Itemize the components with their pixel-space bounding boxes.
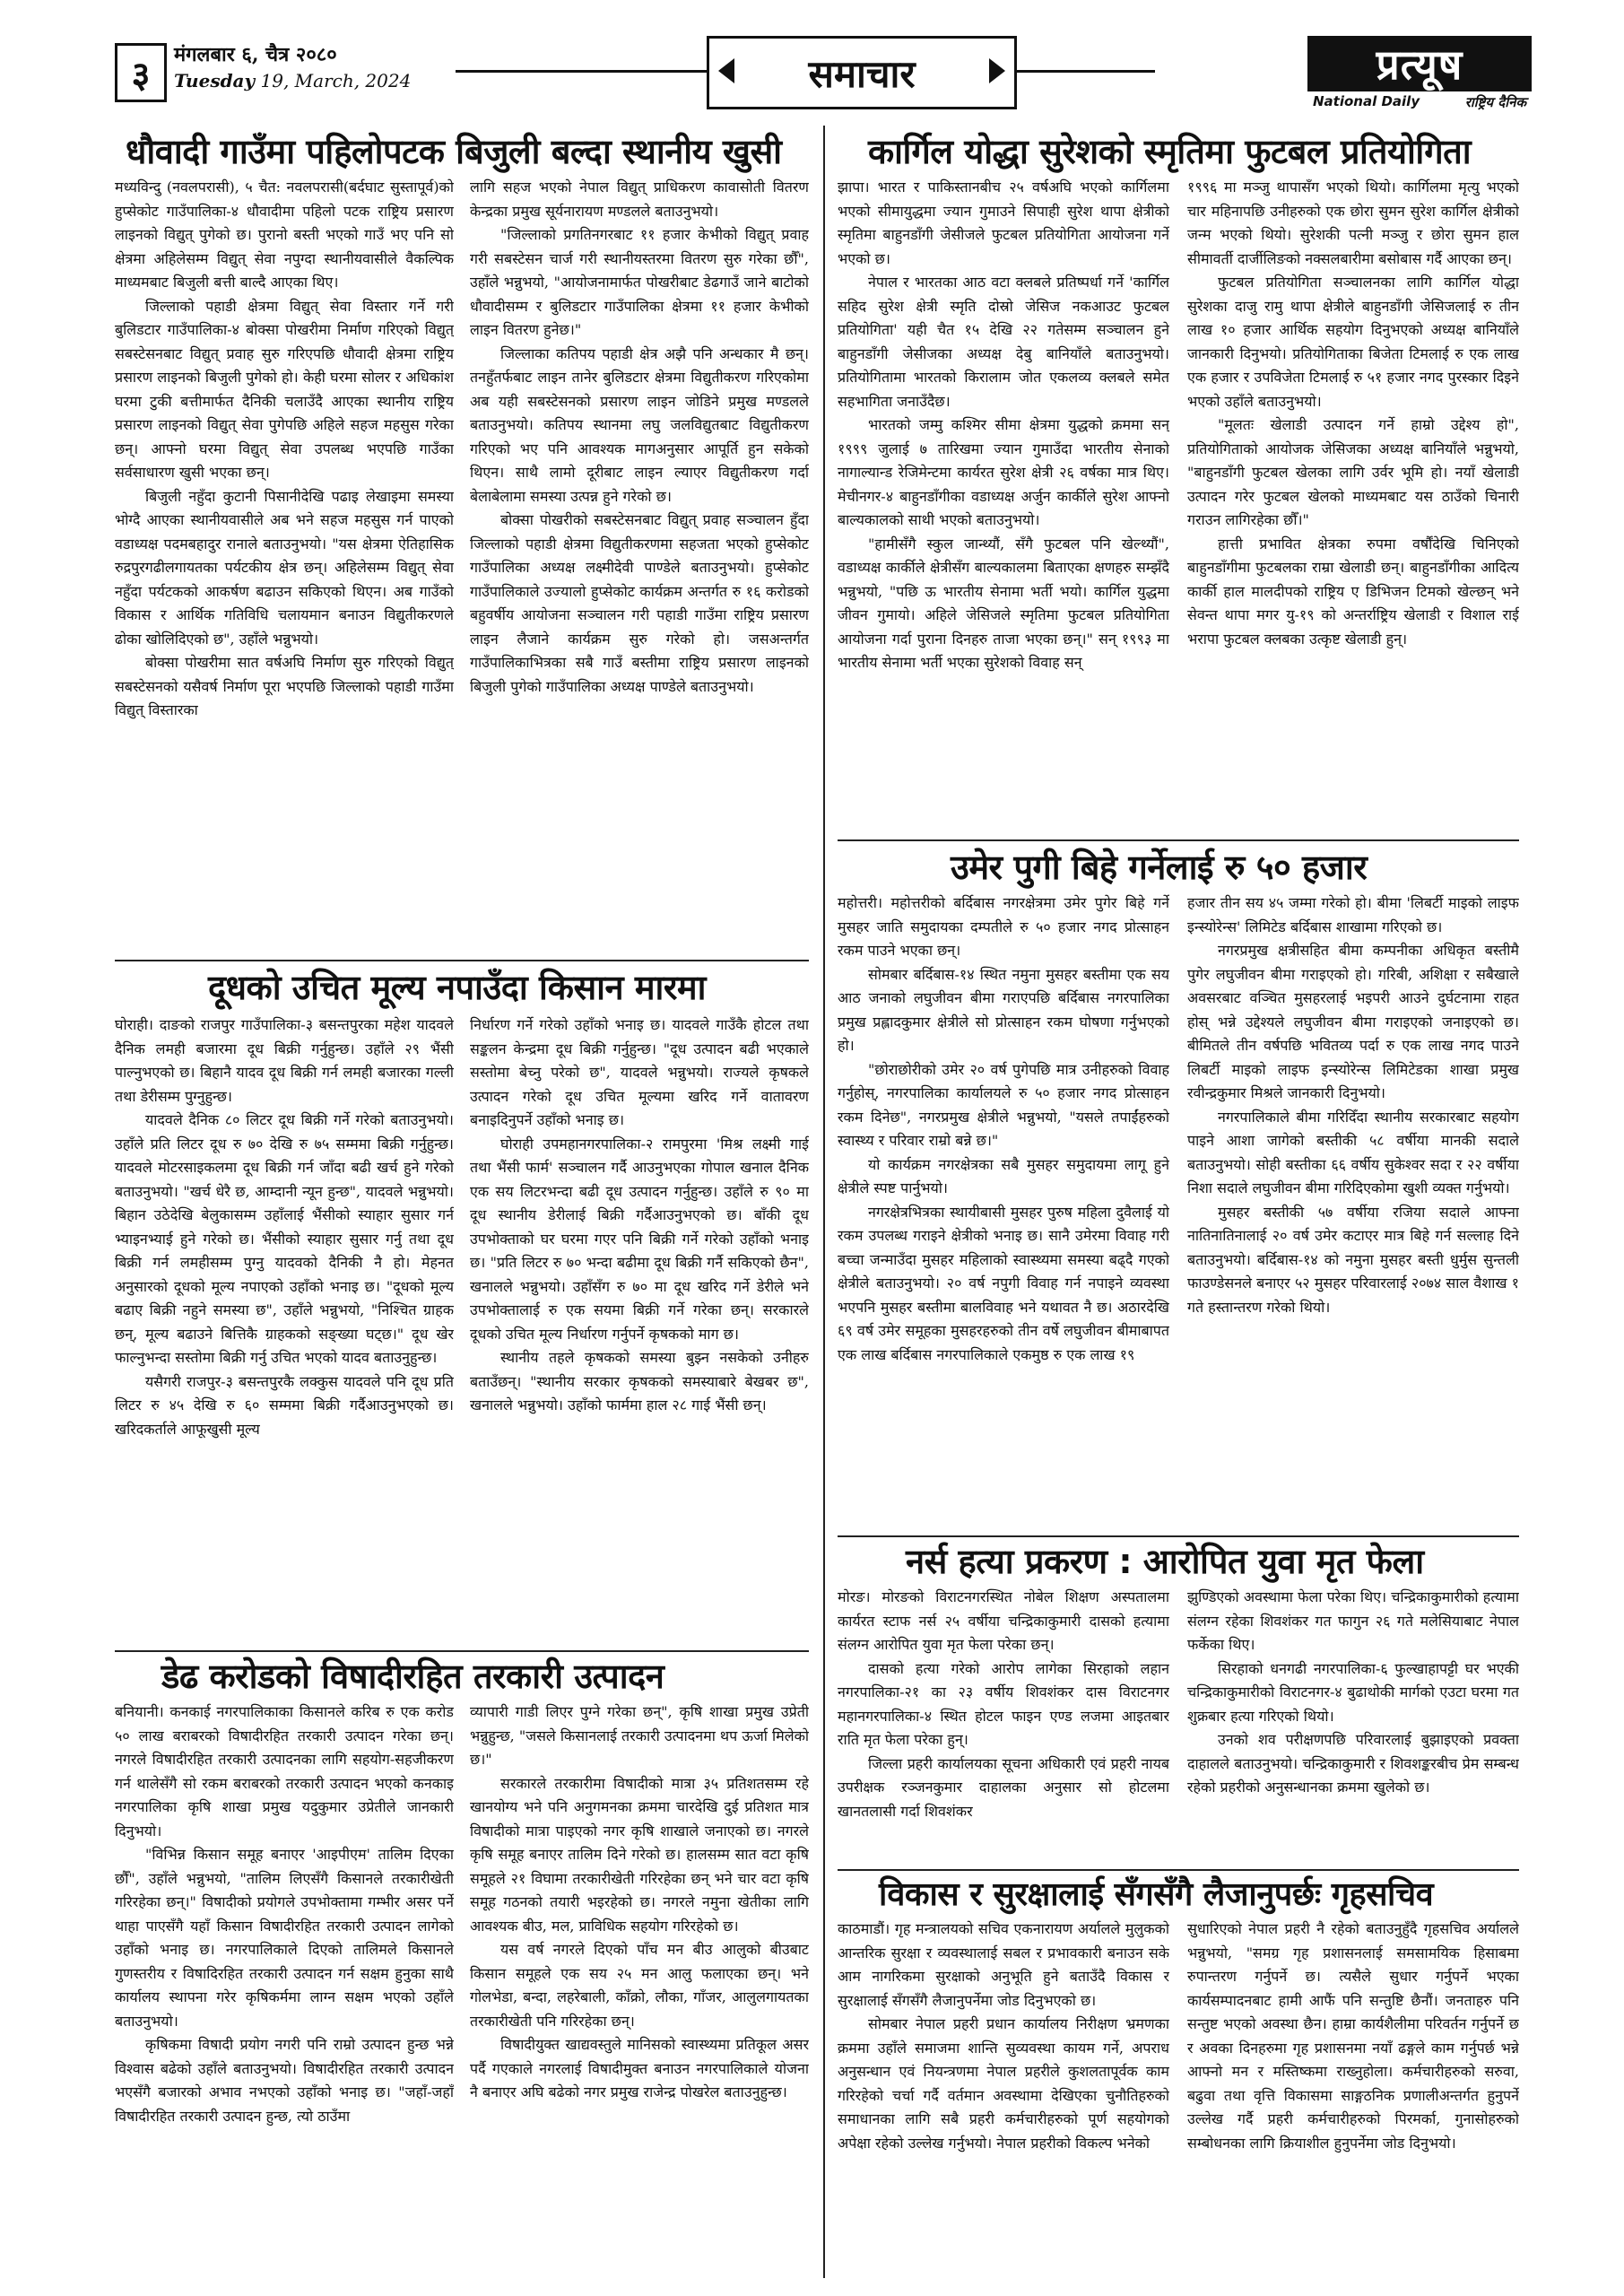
- home-secretary-col-1: [838, 1918, 1169, 2276]
- logo-tag-nepali: राष्ट्रिय दैनिक: [1464, 94, 1526, 110]
- paragraph: बनियानी। कनकाई नगरपालिकाका किसानले करिब रु एक करोड ५० लाख बराबरको विषादीरहित तरकारी उत्पादन गरेका छन्। नगरले विषादीरहित तरकारी उत्पादनका लागि सहयोग-सहजीकरण गर्न थालेसँगै सो रकम बराबरको तरकारी उत्पादन भएको कनकाइ नगरपालिका कृषि शाखा प्रमुख यदुकुमार उप्रेतीले जानकारी दिनुभयो।: [115, 1703, 454, 1839]
- paragraph: काठमाडौं। गृह मन्त्रालयको सचिव एकनारायण अर्यालले मुलुकको आन्तरिक सुरक्षा र व्यवस्थालाई सबल र प्रभावकारी बनाउन सके आम नागरिकमा सुरक्षाको अनुभूति हुने बताउँदै विकास र सुरक्षालाई सँगसँगै लैजानुपर्नेमा जोड दिनुभएको छ।: [838, 1920, 1169, 2009]
- paragraph: हात्ती प्रभावित क्षेत्रका रुपमा वर्षौंदेखि चिनिएको बाहुनडाँगीमा फुटबलका राम्रा खेलाडी छन्। बाहुनडाँगीका आदित्य कार्की हाल मालदीपको राष्ट्रिय ए डिभिजन टिमको खेल्छन् भने सेवन्त थापा मगर यु-१९ को अन्तर्राष्ट्रिय खेलाडी र विशाल राई भरापा फुटबल क्लबका उत्कृष्ट खेलाडी हुन्।: [1187, 535, 1519, 648]
- paragraph: "मूलतः खेलाडी उत्पादन गर्ने हाम्रो उद्देश्य हो", प्रतियोगिताको आयोजक जेसिजका अध्यक्ष बानियाँले भन्नुभयो, "बाहुनडाँगी फुटबल खेलका लागि उर्वर भूमि हो। नयाँ खेलाडी उत्पादन गरेर फुटबल खेलको माध्यमबाट यस ठाउँको चिनारी गराउन लागिरहेका छौँ।": [1187, 416, 1519, 528]
- vegetables-col-2: [470, 1700, 809, 2274]
- paragraph: यसैगरी राजपुर-३ बसन्तपुरकै लक्कुस यादवले पनि दूध प्रति लिटर रु ४५ देखि रु ६० सम्ममा बिक्री गर्दैआउनुभएको छ। खरिदकर्ताले आफूखुसी मूल्य: [115, 1372, 454, 1438]
- football-col-1: [838, 176, 1169, 838]
- date-english: [174, 68, 411, 93]
- paragraph: सोमबार नेपाल प्रहरी प्रधान कार्यालय निरीक्षण भ्रमणका क्रममा उहाँले समाजमा शान्ति सुव्यवस्था कायम गर्ने, अपराध अनुसन्धान एवं नियन्त्रणमा नेपाल प्रहरीले कुशलतापूर्वक काम गरिरहेको चर्चा गर्दै वर्तमान अवस्थामा देखिएका चुनौतिहरुको समाधानका लागि सबै प्रहरी कर्मचारीहरुको पूर्ण सहयोगको अपेक्षा रहेको उल्लेख गर्नुभयो। नेपाल प्रहरीको विकल्प भनेको: [838, 2015, 1169, 2152]
- paragraph: फुटबल प्रतियोगिता सञ्चालनका लागि कार्गिल योद्धा सुरेशका दाजु रामु थापा क्षेत्रीले बाहुनडाँगी जेसिजलाई रु तीन लाख १० हजार आर्थिक सहयोग दिनुभएको अध्यक्ष बानियाँले जानकारी दिनुभयो। प्रतियोगिताका बिजेता टिमलाई रु एक लाख एक हजार र उपविजेता टिमलाई रु ५१ हजार नगद पुरस्कार दिइने भएको उहाँले बताउनुभयो।: [1187, 274, 1519, 410]
- paragraph: नगरक्षेत्रभित्रका स्थायीबासी मुसहर पुरुष महिला दुवैलाई यो रकम उपलब्ध गराइने क्षेत्रीको भनाइ छ। सानै उमेरमा विवाह गरी बच्चा जन्माउँदा मुसहर महिलाको स्वास्थ्यमा समस्या बढ्दै गएको क्षेत्रीले बताउनुभयो। २० वर्ष नपुगी विवाह गर्न नपाइने व्यवस्था भएपनि मुसहर बस्तीमा बालविवाह भने यथावत नै छ। अठारदेखि ६९ वर्ष उमेर समूहका मुसहरहरुको तीन वर्षे लघुजीवन बीमाबापत एक लाख बर्दिबास नगरपालिकाले एकमुष्ठ रु एक लाख १९: [838, 1203, 1169, 1363]
- article-home-secretary: [838, 1918, 1519, 2276]
- paragraph: दासको हत्या गरेको आरोप लागेका सिरहाको लहान नगरपालिका-२१ का २३ वर्षीय शिवशंकर दास विराटनगर महानगरपालिका-४ स्थित होटल फाइन एण्ड लजमा आइतबार राति मृत फेला परेका हुन्।: [838, 1659, 1169, 1748]
- logo-tagline: [1307, 91, 1532, 111]
- left-arrow-icon: [718, 58, 734, 83]
- masthead: [115, 36, 1532, 113]
- paragraph: बिजुली नहुँदा कुटानी पिसानीदेखि पढाइ लेखाइमा समस्या भोग्दै आएका स्थानीयवासीले अब भने सहज महसुस गर्न पाएको वडाध्यक्ष पदमबहादुर रानाले बताउनुभयो। "यस क्षेत्रमा ऐतिहासिक रुद्रपुरगढीलगायतका पर्यटकीय क्षेत्र छन्। अहिलेसम्म विद्युत् सेवा नहुँदा पर्यटकको आकर्षण बढाउन सकिएको थिएन। अब गाउँको विकास र आर्थिक गतिविधि चलायमान बनाउन विद्युतीकरणले ढोका खोलिदिएको छ", उहाँले भन्नुभयो।: [115, 487, 454, 648]
- article-vegetables: [115, 1700, 809, 2274]
- right-arrow-icon: [989, 58, 1005, 83]
- date-english-rest: 19, March, 2024: [260, 70, 412, 91]
- paragraph: यस वर्ष नगरले दिएको पाँच मन बीउ आलुको बीउबाट किसान समूहले एक सय २५ मन आलु फलाएका छन्। भने गोलभेडा, बन्दा, लहरेबाली, काँक्रो, लौका, गाँजर, आलुलगायतका तरकारीखेती पनि गरिरहेका छन्।: [470, 1941, 809, 2030]
- article-divider: [838, 839, 1519, 841]
- article-divider: [115, 960, 809, 961]
- article-electricity: [115, 176, 809, 958]
- page-number: ३: [115, 43, 167, 102]
- marriage-col-2: [1187, 891, 1519, 1532]
- paragraph: बोक्सा पोखरीको सबस्टेसनबाट विद्युत् प्रवाह सञ्चालन हुँदा जिल्लाको पहाडी क्षेत्रमा विद्युतीकरणमा सहजता भएको हुप्सेकोट गाउँपालिका अध्यक्ष लक्ष्मीदेवी पाण्डेले बताउनुभयो। हुप्सेकोट गाउँपालिकाले उज्यालो हुप्सेकोट कार्यक्रम अन्तर्गत रु १६ करोडको बहुवर्षीय आयोजना सञ्चालन गरी पहाडी गाउँमा राष्ट्रिय प्रसारण लाइन लैजाने कार्यक्रम सुरु गरेको हो। जसअन्तर्गत गाउँपालिकाभित्रका सबै गाउँ बस्तीमा राष्ट्रिय प्रसारण लाइनको बिजुली पुगेको गाउँपालिका अध्यक्ष पाण्डेले बताउनुभयो।: [470, 511, 809, 695]
- paragraph: हजार तीन सय ४५ जम्मा गरेको हो। बीमा 'लिबर्टी माइको लाइफ इन्स्योरेन्स' लिमिटेड बर्दिबास शाखामा गरिएको छ।: [1187, 894, 1519, 935]
- headline-milk: दूधको उचित मूल्य नपाउँदा किसान मारमा: [208, 968, 706, 1007]
- paragraph: कृषिकमा विषादी प्रयोग नगरी पनि राम्रो उत्पादन हुन्छ भन्ने विश्वास बढेको उहाँले बताउनुभयो। विषादीरहित तरकारी उत्पादन भएसँगै बजारको अभाव नभएको उहाँको भनाइ छ। "जहाँ-जहाँ विषादीरहित तरकारी उत्पादन हुन्छ, त्यो ठाउँमा: [115, 2036, 454, 2125]
- home-secretary-col-2: [1187, 1918, 1519, 2276]
- paragraph: सरकारले तरकारीमा विषादीको मात्रा ३५ प्रतिशतसम्म रहे खानयोग्य भने पनि अनुगमनका क्रममा चारदेखि दुई प्रतिशत मात्र विषादीको मात्रा पाइएको नगर कृषि शाखाले जनाएको छ। नगरले कृषि समूह बनाएर तालिम दिने गरेको छ। हालसम्म सात वटा कृषि समूहले २१ विघामा तरकारीखेती गरिरहेका छन् भने चार वटा कृषि समूह गठनको तयारी भइरहेको छ। नगरले नमुना खेतीका लागि आवश्यक बीउ, मल, प्राविधिक सहयोग गरिरहेको छ।: [470, 1774, 809, 1935]
- paragraph: "जिल्लाको प्रगतिनगरबाट ११ हजार केभीको विद्युत् प्रवाह गरी सबस्टेसन चार्ज गरी स्थानीयस्तरमा वितरण सुरु गरेका छौँ", उहाँले भन्नुभयो, "आयोजनामार्फत पोखरीबाट डेढगाउँ जाने बाटोको धौवादीसम्म र बुलिडटार गाउँपालिका क्षेत्रमा ११ हजार केभीको लाइन वितरण हुनेछ।": [470, 226, 809, 338]
- marriage-col-1: [838, 891, 1169, 1532]
- issue-date: [174, 41, 411, 93]
- paragraph: यो कार्यक्रम नगरक्षेत्रका सबै मुसहर समुदायमा लागू हुने क्षेत्रीले स्पष्ट पार्नुभयो।: [838, 1155, 1169, 1196]
- milk-col-1: [115, 1013, 454, 1648]
- paragraph: बोक्सा पोखरीमा सात वर्षअघि निर्माण सुरु गरिएको विद्युत् सबस्टेसनको यसैवर्ष निर्माण पूरा भएपछि जिल्लाको पहाडी गाउँमा विद्युत् विस्तारका: [115, 654, 454, 718]
- milk-col-2: [470, 1013, 809, 1648]
- paragraph: "विभिन्न किसान समूह बनाएर 'आइपीएम' तालिम दिएका छौँ", उहाँले भन्नुभयो, "तालिम लिएसँगै किसानले तरकारीखेती गरिरहेका छन्।" विषादीको प्रयोगले उपभोक्तामा गम्भीर असर पर्ने थाहा पाएसँगै यहाँ किसान विषादीरहित तरकारी उत्पादन लागेको उहाँको भनाइ छ। नगरपालिकाले दिएको तालिमले किसानले गुणस्तरीय र विषादिरहित तरकारी उत्पादन गर्न सक्षम हुनुका साथै कार्यालय स्थापना गरेर कृषिकर्ममा लाग्न सक्षम भएको उहाँले बताउनुभयो।: [115, 1846, 454, 2030]
- headline-vegetables: डेढ करोडको विषादीरहित तरकारी उत्पादन: [161, 1657, 664, 1696]
- football-col-2: [1187, 176, 1519, 838]
- vegetables-col-1: [115, 1700, 454, 2274]
- electricity-col-1: [115, 176, 454, 958]
- paragraph: मुसहर बस्तीकी ५७ वर्षीया रजिया सदाले आफ्ना नातिनातिनालाई २० वर्ष उमेर कटाएर मात्र बिहे गर्न सल्लाह दिने बताउनुभयो। बर्दिबास-१४ को नमुना मुसहर बस्ती धुर्मुस सुन्तली फाउण्डेसनले बनाएर ५२ मुसहर परिवारलाई २०७४ साल वैशाख १ गते हस्तान्तरण गरेको थियो।: [1187, 1203, 1519, 1316]
- paragraph: सुधारिएको नेपाल प्रहरी नै रहेको बताउनुहुँदै गृहसचिव अर्यालले भन्नुभयो, "समग्र गृह प्रशासनलाई समसामयिक हिसाबमा रुपान्तरण गर्नुपर्ने छ। त्यसैले सुधार गर्नुपर्ने भएका कार्यसम्पादनबाट हामी आफैं पनि सन्तुष्टि छैनौं। जनताहरु पनि सन्तुष्ट भएको अवस्था छैन। हाम्रा कार्यशैलीमा परिवर्तन गर्नुपर्ने छ र अवका दिनहरुमा गृह प्रशासनमा नयाँ ढङ्गले काम गर्नुपर्छ भन्ने आफ्नो मन र मस्तिष्कमा राख्नुहोला। कर्मचारीहरुको सरुवा, बढुवा तथा वृत्ति विकासमा साङ्गठनिक प्रणालीअन्तर्गत हुनुपर्ने उल्लेख गर्दै प्रहरी कर्मचारीहरुको पिरमर्का, गुनासोहरुको सम्बोधनका लागि क्रियाशील हुनुपर्नेमा जोड दिनुभयो।: [1187, 1920, 1519, 2152]
- paragraph: स्थानीय तहले कृषकको समस्या बुझ्न नसकेको उनीहरु बताउँछन्। "स्थानीय सरकार कृषकको समस्याबारे बेखबर छ", खनालले भन्नुभयो। उहाँको फार्ममा हाल २८ गाई भैंसी छन्।: [470, 1349, 809, 1413]
- paragraph: लागि सहज भएको नेपाल विद्युत् प्राधिकरण कावासोती वितरण केन्द्रका प्रमुख सूर्यनारायण मण्डलले बताउनुभयो।: [470, 178, 809, 220]
- paragraph: यादवले दैनिक ८० लिटर दूध बिक्री गर्ने गरेको बताउनुभयो। उहाँले प्रति लिटर दूध रु ७० देखि रु ७५ सम्ममा बिक्री गर्नुहुन्छ। यादवले मोटरसाइकलमा दूध बिक्री गर्न जाँदा बढी खर्च हुने गरेको बताउनुभयो। "खर्च धेरै छ, आम्दानी न्यून हुन्छ", यादवले भन्नुभयो। बिहान उठेदेखि बेलुकासम्म उहाँलाई भैंसीको स्याहार सुसार गर्न भ्याइनभ्याई हुने गरेको छ। भैंसीको स्याहार सुसार गर्नु तथा दूध बिक्री गर्न लमहीसम्म पुग्नु यादवको दैनिकी नै हो। मेहनत अनुसारको दूधको मूल्य नपाएको उहाँको भनाइ छ। "दूधको मूल्य बढाए बिक्री नहुने समस्या छ", उहाँले भन्नुभयो, "निश्चित ग्राहक छन्, मूल्य बढाउने बित्तिकै ग्राहकको सङ्ख्या घट्छ।" दूध खेर फाल्नुभन्दा सस्तोमा बिक्री गर्नु उचित भएको यादव बताउनुहुन्छ।: [115, 1111, 454, 1366]
- logo-wordmark: प्रत्यूष: [1307, 36, 1532, 91]
- headline-marriage: उमेर पुगी बिहे गर्नेलाई रु ५० हजार: [951, 848, 1368, 887]
- nurse-col-2: [1187, 1586, 1519, 1866]
- article-milk: [115, 1013, 809, 1648]
- paragraph: जिल्लाका कतिपय पहाडी क्षेत्र अझै पनि अन्धकार मै छन्। तनहुँतर्फबाट लाइन तानेर बुलिडटार क्षेत्रमा विद्युतीकरण गरिएकोमा अब यही सबस्टेसनको प्रसारण लाइन जोडिने प्रमुख मण्डलले बताउनुभयो। कतिपय स्थानमा लघु जलविद्युतबाट विद्युतीकरण गरिएको भए पनि आवश्यक मागअनुसार आपूर्ति हुन सकेको थिएन। साथै लामो दूरीबाट लाइन ल्याएर विद्युतीकरण गर्दा बेलाबेलामा समस्या उत्पन्न हुने गरेको छ।: [470, 344, 809, 505]
- date-english-day: Tuesday: [174, 70, 256, 91]
- headline-football: कार्गिल योद्धा सुरेशको स्मृतिमा फुटबल प्रतियोगिता: [868, 132, 1472, 171]
- paragraph: व्यापारी गाडी लिएर पुग्ने गरेका छन्", कृषि शाखा प्रमुख उप्रेती भन्नुहुन्छ, "जसले किसानलाई तरकारी उत्पादनमा थप ऊर्जा मिलेको छ।": [470, 1703, 809, 1768]
- paragraph: उनको शव परीक्षणपछि परिवारलाई बुझाइएको प्रवक्ता दाहालले बताउनुभयो। चन्द्रिकाकुमारी र शिवशङ्करबीच प्रेम सम्बन्ध रहेको प्रहरीको अनुसन्धानका क्रममा खुलेको छ।: [1187, 1731, 1519, 1796]
- paragraph: झापा। भारत र पाकिस्तानबीच २५ वर्षअघि भएको कार्गिलमा भएको सीमायुद्धमा ज्यान गुमाउने सिपाही सुरेश थापा क्षेत्रीको स्मृतिमा बाहुनडाँगी जेसीजले फुटबल प्रतियोगिता आयोजना गर्ने भएको छ।: [838, 178, 1169, 267]
- paragraph: "छोराछोरीको उमेर २० वर्ष पुगेपछि मात्र उनीहरुको विवाह गर्नुहोस्, नगरपालिका कार्यालयले रु ५० हजार नगद प्रोत्साहन रकम दिनेछ", नगरप्रमुख क्षेत्रीले भन्नुभयो, "यसले तपाईंहरुको स्वास्थ्य र परिवार राम्रो बन्ने छ।": [838, 1060, 1169, 1149]
- paragraph: भारतको जम्मु कश्मिर सीमा क्षेत्रमा युद्धको क्रममा सन् १९९९ जुलाई ७ तारिखमा ज्यान गुमाउँदा भारतीय सेनाको नागाल्यान्ड रेजिमेन्टमा कार्यरत सुरेश क्षेत्री २६ वर्षका मात्र थिए। मेचीनगर-४ बाहुनडाँगीका वडाध्यक्ष अर्जुन कार्कीले सुरेश आफ्नो बाल्यकालको साथी भएको बताउनुभयो।: [838, 416, 1169, 528]
- paragraph: जिल्ला प्रहरी कार्यालयका सूचना अधिकारी एवं प्रहरी नायब उपरीक्षक रञ्जनकुमार दाहालका अनुसार सो होटलमा खानतलासी गर्दा शिवशंकर: [838, 1754, 1169, 1820]
- headline-home-secretary: विकास र सुरक्षालाई सँगसँगै लैजानुपर्छः गृहसचिव: [879, 1876, 1434, 1913]
- paragraph: घोराही उपमहानगरपालिका-२ रामपुरमा 'मिश्र लक्ष्मी गाई तथा भैंसी फार्म' सञ्चालन गर्दै आउनुभएका गोपाल खनाल दैनिक एक सय लिटरभन्दा बढी दूध उत्पादन गर्नुहुन्छ। उहाँले रु ९० मा दूध स्थानीय डेरीलाई बिक्री गर्दैआउनुभएको छ। बाँकी दूध उपभोक्ताको घर घरमा गएर पनि बिक्री गर्ने गरेको उहाँको भनाइ छ। "प्रति लिटर रु ७० भन्दा बढीमा दूध बिक्री गर्नै सकिएको छैन", खनालले भन्नुभयो। उहाँसँग रु ७० मा दूध खरिद गर्ने डेरीले भने उपभोक्तालाई रु एक सयमा बिक्री गर्ने गरेका छन्। सरकारले दूधको उचित मूल्य निर्धारण गर्नुपर्ने कृषकको माग छ।: [470, 1135, 809, 1343]
- paragraph: विषादीयुक्त खाद्यवस्तुले मानिसको स्वास्थ्यमा प्रतिकूल असर पर्दै गएकाले नगरलाई विषादीमुक्त बनाउन नगरपालिकाले योजना नै बनाएर अघि बढेको नगर प्रमुख राजेन्द्र पोखरेल बताउनुहुन्छ।: [470, 2036, 809, 2100]
- headline-nurse: नर्स हत्या प्रकरण : आरोपित युवा मृत फेला: [906, 1542, 1424, 1581]
- paragraph: १९९६ मा मञ्जु थापासँग भएको थियो। कार्गिलमा मृत्यु भएको चार महिनापछि उनीहरुको एक छोरा सुमन सुरेश कार्गिल क्षेत्रीको जन्म भएको थियो। सुरेशकी पत्नी मञ्जु र छोरा सुमन हाल सीमावर्ती दार्जीलिङको नक्सलबारीमा बसोबास गर्दै आएका छन्।: [1187, 178, 1519, 267]
- paragraph: सिरहाको धनगढी नगरपालिका-६ फुल्खाहापट्टी घर भएकी चन्द्रिकाकुमारीको विराटनगर-४ बुढाथोकी मार्गको एउटा घरमा गत शुक्रबार हत्या गरिएको थियो।: [1187, 1659, 1519, 1725]
- nurse-col-1: [838, 1586, 1169, 1866]
- paragraph: नगरप्रमुख क्षत्रीसहित बीमा कम्पनीका अधिकृत बस्तीमै पुगेर लघुजीवन बीमा गराइएको हो। गरिबी, अशिक्षा र सबैखाले अवसरबाट वञ्चित मुसहरलाई भइपरी आउने दुर्घटनामा राहत होस् भन्ने उद्देश्यले लघुजीवन बीमा गराइएको जनाइएको छ। बीमितले तीन वर्षपछि भवितव्य पर्दा रु एक लाख नगद पाउने लिबर्टी माइको लाइफ इन्स्योरेन्स लिमिटेडका शाखा प्रमुख रवीन्द्रकुमार मिश्रले जानकारी दिनुभयो।: [1187, 942, 1519, 1101]
- section-title: समाचार: [808, 51, 916, 96]
- paragraph: घोराही। दाङको राजपुर गाउँपालिका-३ बसन्तपुरका महेश यादवले दैनिक लमही बजारमा दूध बिक्री गर्नुहुन्छ। उहाँले २९ भैंसी पाल्नुभएको छ। बिहानै यादव दूध बिक्री गर्न लमही बजारका गल्ली तथा डेरीसम्म पुग्नुहुन्छ।: [115, 1016, 454, 1105]
- article-nurse: [838, 1586, 1519, 1866]
- article-football: [838, 176, 1519, 838]
- article-marriage: [838, 891, 1519, 1532]
- headline-electricity: धौवादी गाउँमा पहिलोपटक बिजुली बल्दा स्थानीय खुसी: [126, 132, 782, 171]
- paragraph: "हामीसँगै स्कुल जान्थ्यौं, सँगै फुटबल पनि खेल्थ्यौं", वडाध्यक्ष कार्कीले क्षेत्रीसँग बाल्यकालमा बिताएका क्षणहरु सम्झँदै भन्नुभयो, "पछि ऊ भारतीय सेनामा भर्ती भयो। कार्गिल युद्धमा जीवन गुमायो। अहिले जेसिजले स्मृतिमा फुटबल प्रतियोगिता आयोजना गर्दा पुराना दिनहरु ताजा भएका छन्।" सन् १९९३ मा भारतीय सेनामा भर्ती भएका सुरेशको विवाह सन्: [838, 535, 1169, 671]
- paragraph: जिल्लाको पहाडी क्षेत्रमा विद्युत् सेवा विस्तार गर्ने गरी बुलिडटार गाउँपालिका-४ बोक्सा पोखरीमा निर्माण गरिएको विद्युत् सबस्टेसनबाट विद्युत् प्रवाह सुरु गरिएपछि धौवादी क्षेत्रमा राष्ट्रिय प्रसारण लाइनको बिजुली पुगेको हो। केही घरमा सोलर र अधिकांश घरमा टुकी बत्तीमार्फत दैनिकी चलाउँदै आएका स्थानीय राष्ट्रिय प्रसारण लाइनको विद्युत् सेवा पुगेपछि अहिले सहज महसुस गरेका छन्। आफ्नो घरमा विद्युत् सेवा उपलब्ध भएपछि गाउँका सर्वसाधारण खुसी भएका छन्।: [115, 297, 454, 481]
- electricity-col-2: [470, 176, 809, 958]
- date-nepali: मंगलबार ६, चैत्र २०८०: [174, 43, 337, 66]
- paragraph: महोत्तरी। महोत्तरीको बर्दिबास नगरक्षेत्रमा उमेर पुगेर बिहे गर्ने मुसहर जाति समुदायका दम्पतीले रु ५० हजार नगद प्रोत्साहन रकम पाउने भएका छन्।: [838, 894, 1169, 959]
- paragraph: सोमबार बर्दिबास-१४ स्थित नमुना मुसहर बस्तीमा एक सय आठ जनाको लघुजीवन बीमा गराएपछि बर्दिबास नगरपालिका प्रमुख प्रह्लादकुमार क्षेत्रीले सो प्रोत्साहन रकम घोषणा गर्नुभएको हो।: [838, 965, 1169, 1054]
- paragraph: मोरङ। मोरङको विराटनगरस्थित नोबेल शिक्षण अस्पतालमा कार्यरत स्टाफ नर्स २५ वर्षीया चन्द्रिकाकुमारी दासको हत्यामा संलग्न आरोपित युवा मृत फेला परेका छन्।: [838, 1588, 1169, 1653]
- paragraph: झुण्डिएको अवस्थामा फेला परेका थिए। चन्द्रिकाकुमारीको हत्यामा संलग्न रहेका शिवशंकर गत फागुन २६ गते मलेसियाबाट नेपाल फर्केका थिए।: [1187, 1588, 1519, 1653]
- paragraph: नेपाल र भारतका आठ वटा क्लबले प्रतिष्पर्धा गर्ने 'कार्गिल सहिद सुरेश क्षेत्री स्मृति दोस्रो जेसिज नकआउट फुटबल प्रतियोगिता' यही चैत १५ देखि २२ गतेसम्म सञ्चालन हुने बाहुनडाँगी जेसीजका अध्यक्ष देबु बानियाँले बताउनुभयो। प्रतियोगितामा भारतको किरालाम जोत एकलव्य क्लबले समेत सहभागिता जनाउँदैछ।: [838, 274, 1169, 410]
- paragraph: मध्यविन्दु (नवलपरासी), ५ चैत: नवलपरासी(बर्दघाट सुस्तापूर्व)को हुप्सेकोट गाउँपालिका-४ धौवादीमा पहिलो पटक राष्ट्रिय प्रसारण लाइनको विद्युत् पुगेको छ। पुरानो बस्ती भएको गाउँ भए पनि सो क्षेत्रमा अहिलेसम्म विद्युत् सेवा नपुग्दा स्थानीयवासीले वैकल्पिक माध्यमबाट बिजुली बत्ती बाल्दै आएका थिए।: [115, 178, 454, 291]
- paragraph: नगरपालिकाले बीमा गरिदिँदा स्थानीय सरकारबाट सहयोग पाइने आशा जागेको बस्तीकी ५८ वर्षीया मानकी सदाले बताउनुभयो। सोही बस्तीका ६६ वर्षीय सुकेश्वर सदा र २२ वर्षीया निशा सदाले लघुजीवन बीमा गरिदिएकोमा खुशी व्यक्त गर्नुभयो।: [1187, 1108, 1519, 1196]
- newspaper-logo: [1307, 36, 1532, 111]
- column-divider: [823, 126, 825, 2278]
- section-label: [707, 36, 1017, 109]
- paragraph: निर्धारण गर्ने गरेको उहाँको भनाइ छ। यादवले गाउँकै होटल तथा सङ्कलन केन्द्रमा दूध बिक्री गर्नुहुन्छ। "दूध उत्पादन बढी भएकाले सस्तोमा बेच्नु परेको छ", यादवले भन्नुभयो। राज्यले कृषकले उत्पादन गरेको दूध उचित मूल्यमा खरिद गर्ने वातावरण बनाइदिनुपर्ने उहाँको भनाइ छ।: [470, 1016, 809, 1128]
- logo-tag-english: National Daily: [1313, 93, 1420, 109]
